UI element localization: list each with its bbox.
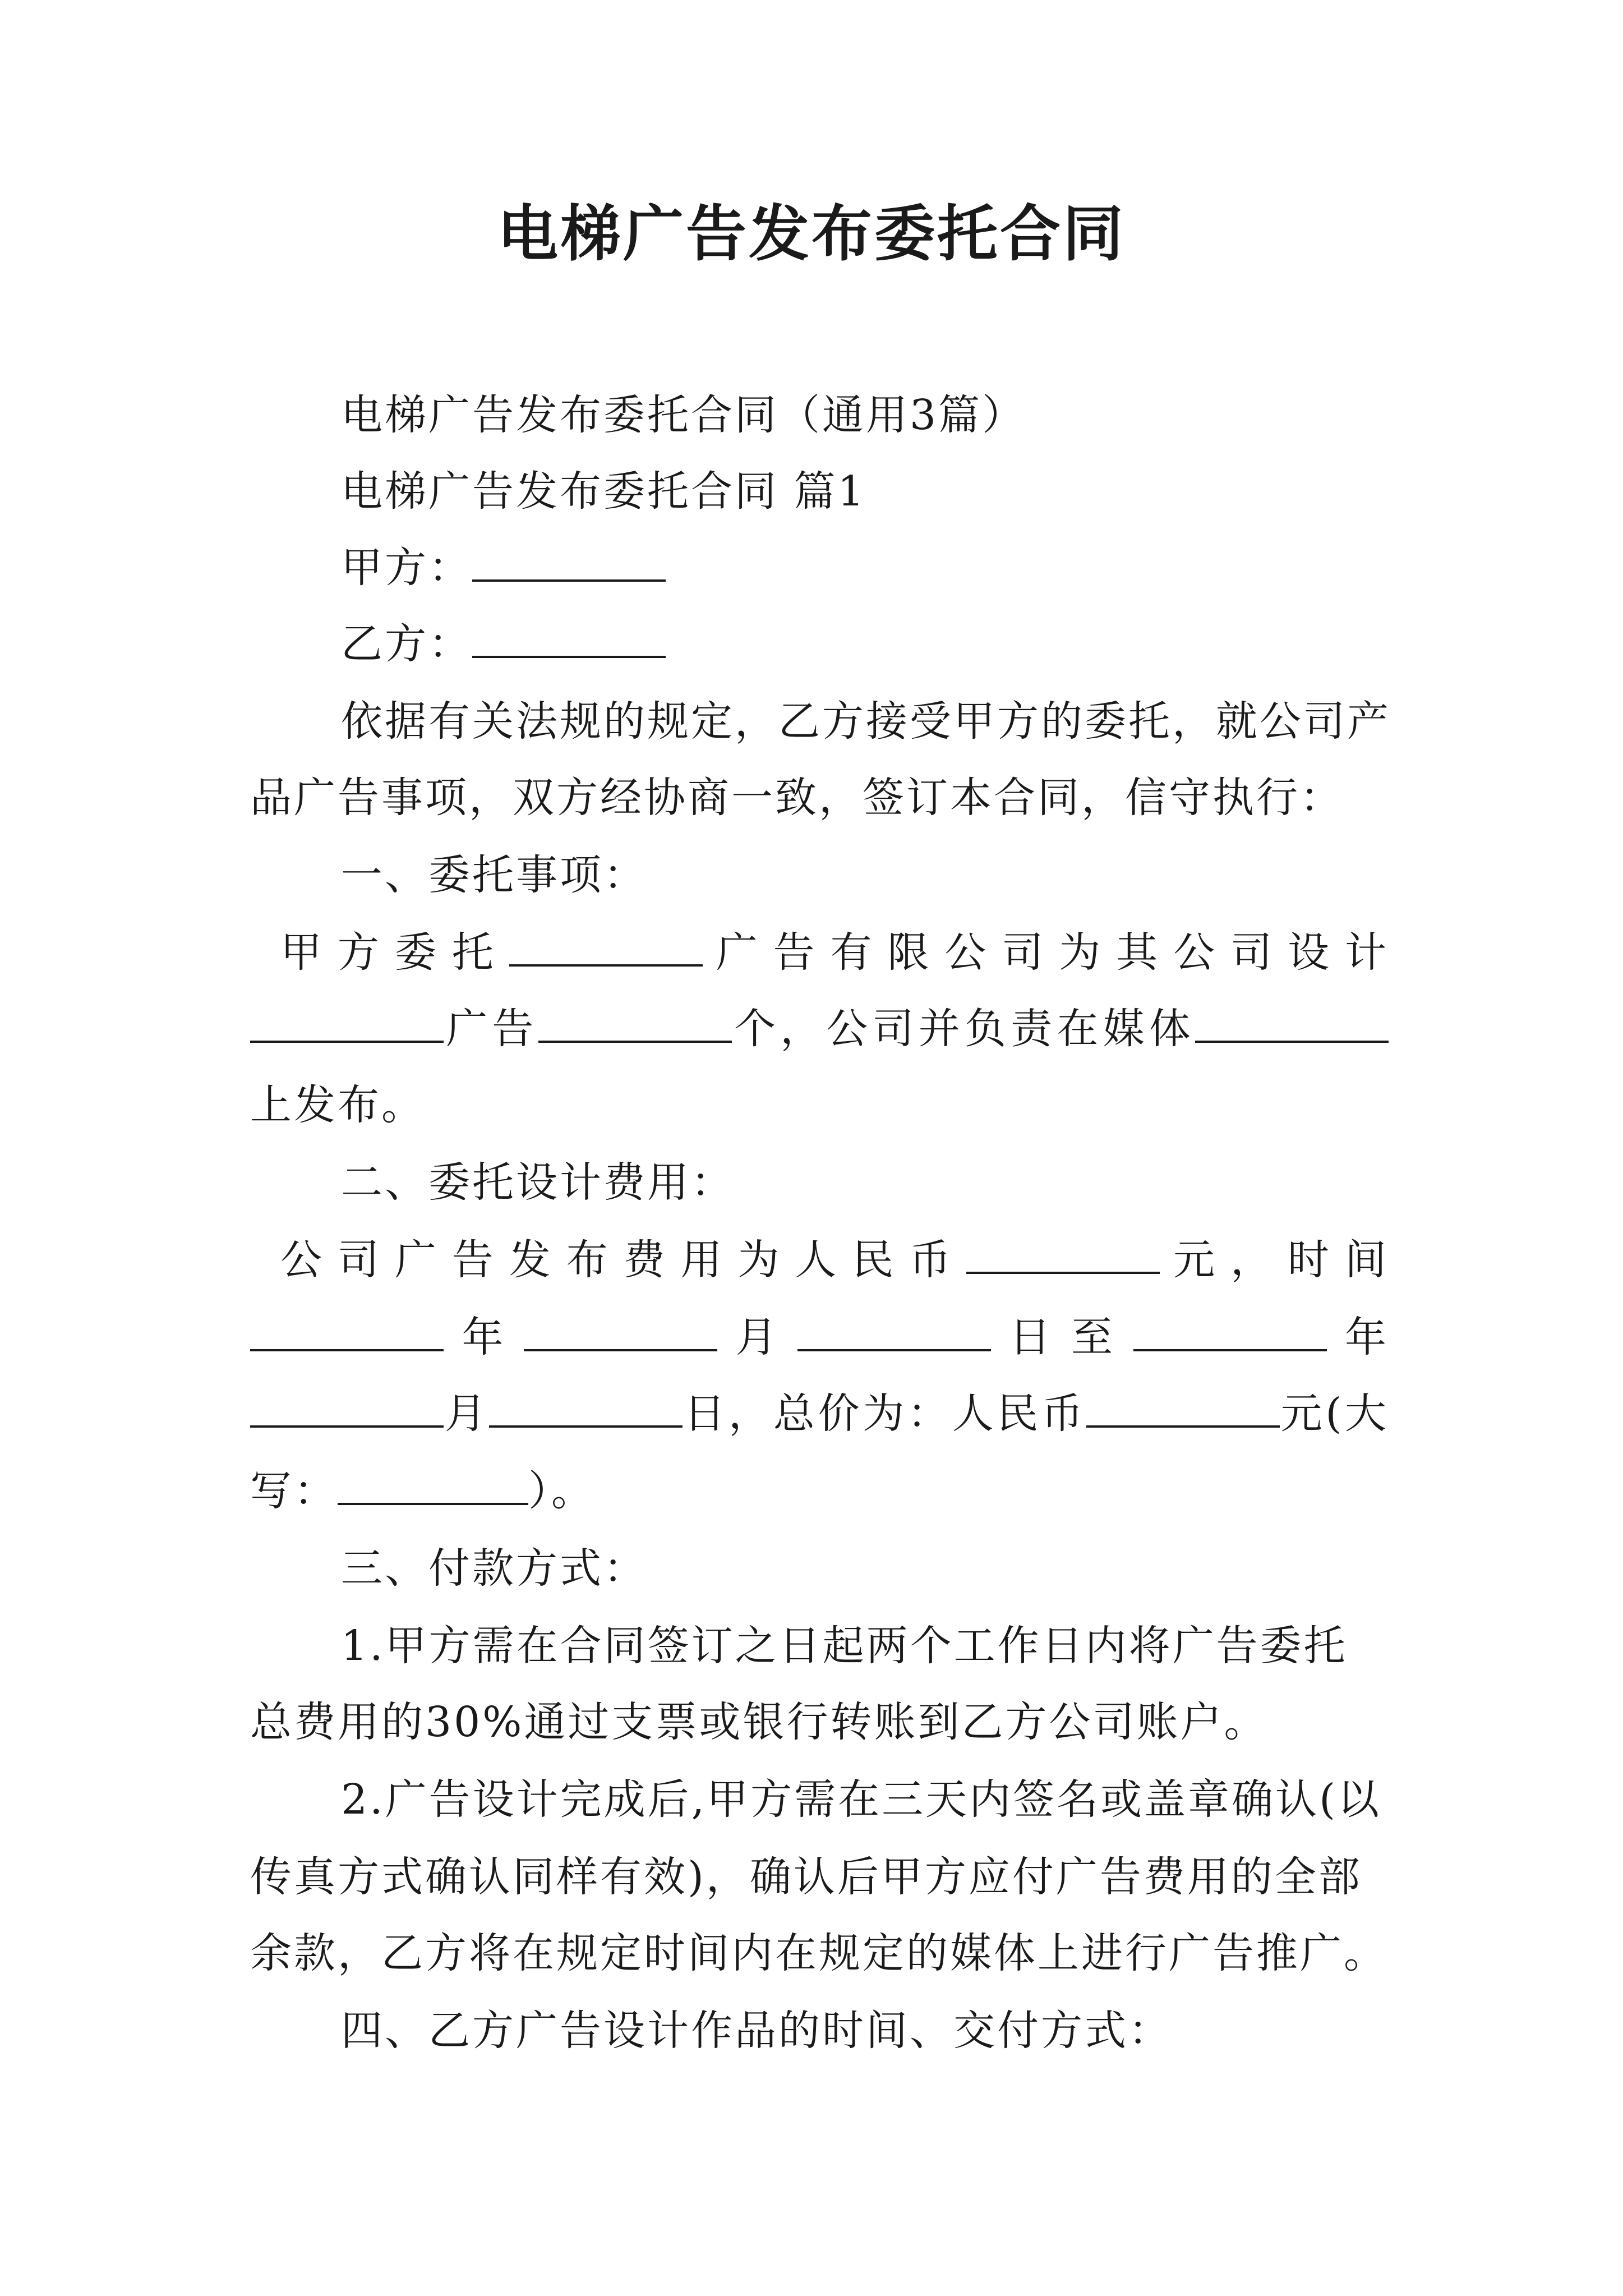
party-a-blank [472,545,666,582]
item3-heading: 三、付款方式： [341,1544,647,1593]
item1-blank-count [538,1006,732,1043]
item1-heading: 一、委托事项： [341,851,647,899]
document-title: 电梯广告发布委托合同 [497,199,1126,269]
item2-heading: 二、委托设计费用： [341,1158,735,1207]
item1-text-a2: 广告有限公司为其公司设计 [702,928,1389,977]
item2-line-2 [250,1309,1389,1365]
item3-p2-line-1: 2.广告设计完成后,甲方需在三天内签名或盖章确认(以 [341,1775,1381,1824]
item4-heading: 四、乙方广告设计作品的时间、交付方式： [341,2007,1172,2055]
item2-blank-capital [338,1468,528,1505]
item2-text-b3: 日至 [991,1313,1133,1361]
item2-text-c2: 日，总价为：人民币 [683,1389,1086,1438]
item2-line-1 [250,1232,1389,1288]
item2-text-b4: 年 [1326,1313,1389,1361]
item2-text-b2: 月 [717,1313,797,1361]
party-b-line [341,616,666,672]
party-a-label: 甲方： [341,544,472,592]
item2-text-d1: 写： [250,1467,338,1515]
section-heading: 电梯广告发布委托合同 篇1 [341,467,866,516]
item2-text-c1: 月 [444,1389,490,1438]
item1-blank-agency [509,930,703,967]
item1-text-b2: 个，公司并负责在媒体 [731,1005,1196,1053]
item1-blank-media [1195,1006,1389,1043]
item2-blank-start-day [797,1314,991,1351]
item3-p1-line-1: 1.甲方需在合同签订之日起两个工作日内将广告委托 [341,1622,1348,1670]
item3-p2-line-3: 余款，乙方将在规定时间内在规定的媒体上进行广告推广。 [250,1929,1387,1977]
intro-line-2: 品广告事项，双方经协商一致，签订本合同，信守执行： [250,774,1344,822]
item1-line-1 [250,924,1389,981]
item2-text-a1: 公司广告发布费用为人民币 [267,1236,967,1284]
item3-p1-line-2: 总费用的30%通过支票或银行转账到乙方公司账户。 [250,1698,1268,1746]
item2-line-4 [250,1463,1389,1519]
party-b-blank [472,621,666,658]
item3-p2-line-2: 传真方式确认同样有效)，确认后甲方应付广告费用的全部 [250,1853,1362,1901]
item1-line-3: 上发布。 [250,1081,425,1129]
party-b-label: 乙方： [341,620,472,668]
item2-text-d2: ）。 [528,1467,595,1515]
item1-text-a1: 甲方委托 [267,928,509,977]
item1-line-2 [250,1001,1389,1057]
party-a-line [341,540,666,596]
item2-blank-start-month [524,1314,717,1351]
item2-blank-end-day [489,1391,683,1428]
item2-blank-amount [966,1237,1160,1274]
intro-line-1: 依据有关法规的规定，乙方接受甲方的委托，就公司产 [341,697,1391,746]
item2-blank-end-month [250,1391,444,1428]
document-subtitle: 电梯广告发布委托合同（通用3篇） [341,391,1026,439]
item2-blank-start-year [250,1314,444,1351]
item2-text-c3: 元(大 [1279,1389,1389,1438]
item1-blank-product [250,1006,444,1043]
item2-line-3 [250,1386,1389,1442]
item2-text-b1: 年 [444,1313,524,1361]
item1-text-b1: 广告 [444,1005,538,1053]
item2-blank-total [1086,1391,1280,1428]
item2-blank-end-year [1133,1314,1327,1351]
item2-text-a2: 元，时间 [1160,1236,1389,1284]
